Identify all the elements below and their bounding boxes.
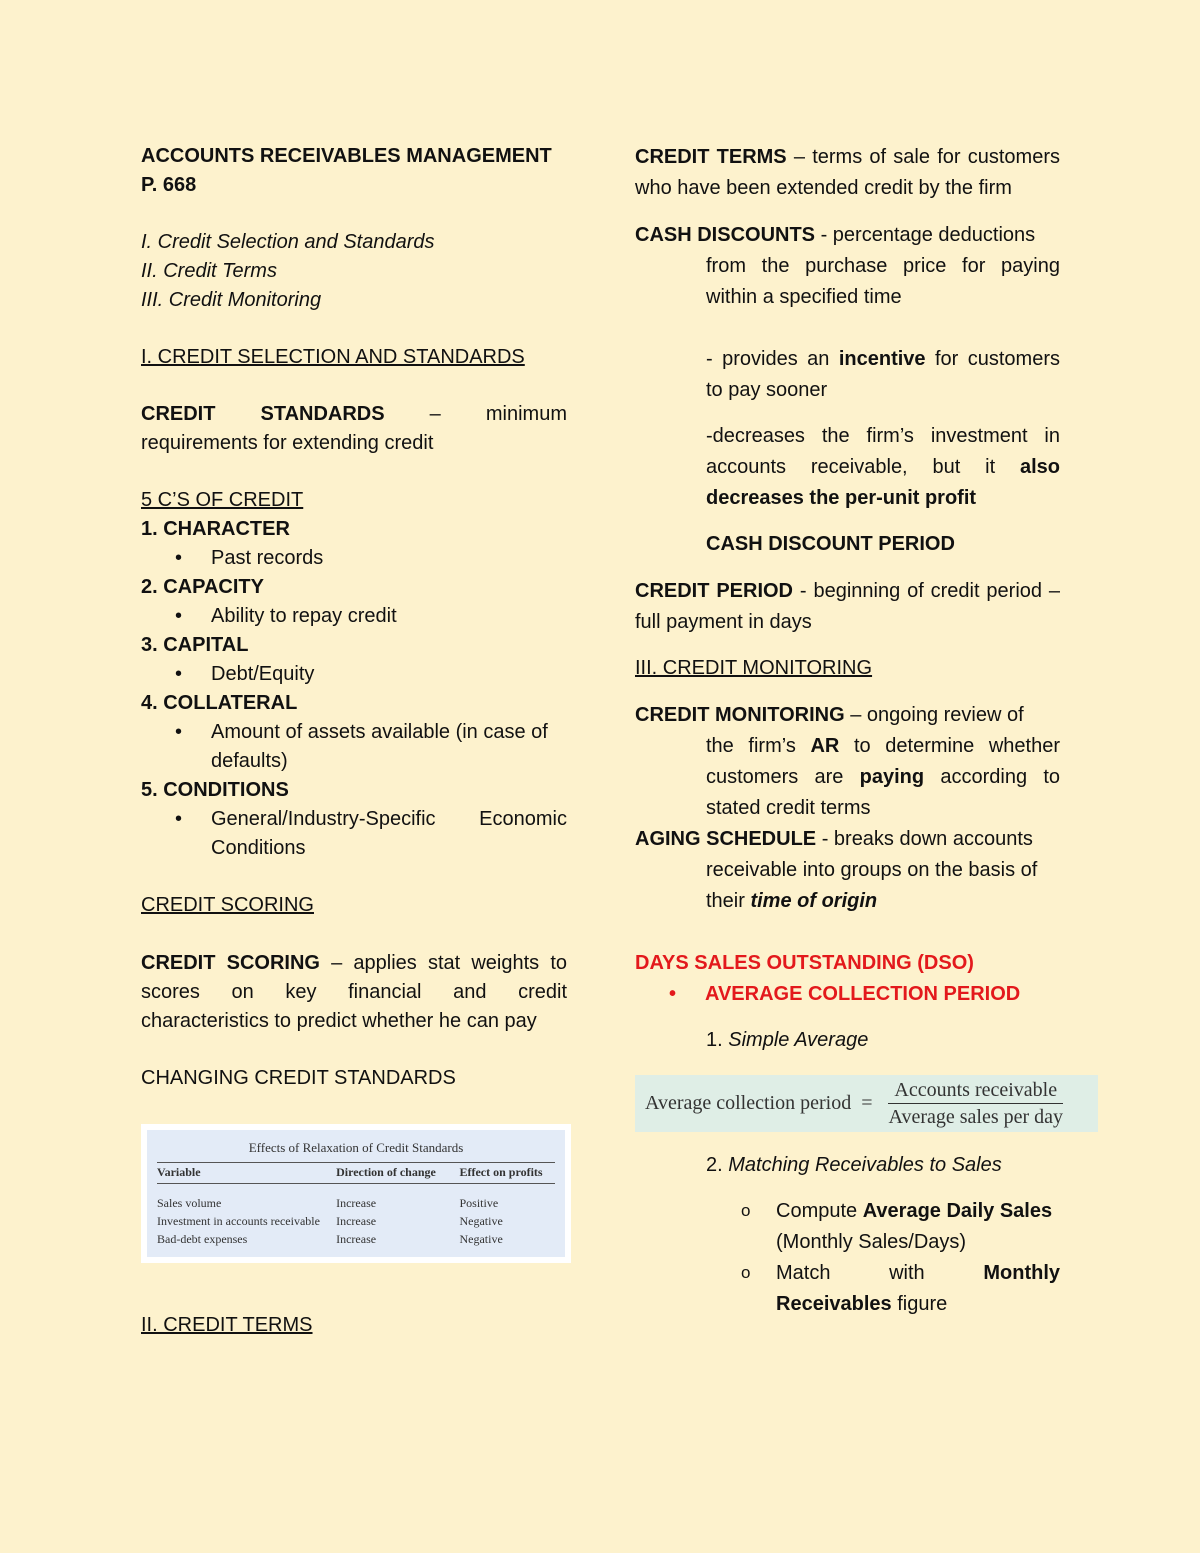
method-label: Simple Average (728, 1029, 869, 1051)
c-label-collateral: 4. COLLATERAL (141, 692, 298, 714)
c-label-conditions: 5. CONDITIONS (141, 779, 289, 801)
table-cell: Increase (336, 1214, 377, 1228)
table-cell: Bad-debt expenses (157, 1232, 248, 1246)
term-credit-terms: CREDIT TERMS (635, 146, 787, 168)
step-text: Match with (776, 1262, 984, 1284)
credit-monitoring-definition (635, 700, 1060, 824)
term-credit-scoring: CREDIT SCORING (141, 952, 320, 974)
right-column-lower (635, 1150, 1060, 1320)
table-row (157, 1230, 555, 1248)
right-column (635, 142, 1060, 1056)
formula-denominator: Average sales per day (888, 1105, 1064, 1128)
acp-bullet: • AVERAGE COLLECTION PERIOD (635, 979, 1060, 1010)
term-cash-discounts: CASH DISCOUNTS (635, 224, 816, 246)
note-emphasis: incentive (838, 348, 926, 370)
note-emphasis: also decreases the per-unit profit (706, 456, 1060, 509)
aging-schedule-definition (635, 824, 1060, 917)
formula-lhs: Average collection period (645, 1092, 852, 1114)
effects-table (157, 1162, 555, 1248)
method-number: 2. (706, 1154, 723, 1176)
definition-emphasis: AR (810, 735, 840, 757)
definition-continued (635, 855, 1060, 917)
credit-terms-definition (635, 142, 1060, 204)
table-row (157, 1212, 555, 1230)
definition-emphasis: paying (859, 766, 925, 788)
credit-period-definition (635, 576, 1060, 638)
formula-equals: = (861, 1092, 873, 1114)
step-emphasis: Monthly Receivables (776, 1262, 1060, 1315)
dso-heading: DAYS SALES OUTSTANDING (DSO) (635, 952, 974, 974)
table-cell: Increase (336, 1196, 377, 1210)
definition-text: – applies stat weights to scores on key financial and credit characteristics to predict whether he can pay (141, 952, 567, 1032)
note-text: for customers to pay sooner (706, 348, 1060, 401)
definition-text: – ongoing review of (850, 704, 1024, 726)
table-row (157, 1194, 555, 1212)
term-aging-schedule: AGING SCHEDULE (635, 828, 817, 850)
term-credit-monitoring: CREDIT MONITORING (635, 704, 845, 726)
formula-numerator: Accounts receivable (888, 1079, 1063, 1104)
credit-scoring-heading: CREDIT SCORING (141, 894, 314, 916)
table-header: Direction of change (336, 1163, 459, 1184)
definition-continued: from the purchase price for paying within a specified time (706, 255, 1060, 308)
cash-discount-decrease-note (635, 421, 1060, 514)
step-text: (Monthly Sales/Days) (776, 1231, 967, 1253)
table-cell: Sales volume (157, 1196, 222, 1210)
c-detail-capacity: • Ability to repay credit (141, 602, 567, 631)
toc-item: III. Credit Monitoring (141, 289, 322, 311)
table-header: Variable (157, 1163, 336, 1184)
step-text: Compute (776, 1200, 863, 1222)
table-of-contents (141, 228, 567, 315)
definition-text: according to stated credit terms (706, 766, 1061, 819)
definition-text: - beginning of credit period – full payment in days (635, 580, 1061, 633)
definition-text: – minimum requirements for extending credit (141, 403, 567, 454)
c-detail-character: • Past records (141, 544, 567, 573)
step-emphasis: Average Daily Sales (862, 1200, 1053, 1222)
table-header: Effect on profits (459, 1163, 555, 1184)
method-number: 1. (706, 1029, 723, 1051)
section-heading-credit-monitoring: III. CREDIT MONITORING (635, 657, 873, 679)
five-cs-heading: 5 C’S OF CREDIT (141, 489, 304, 511)
note-text: -decreases the firm’s investment in accounts receivable, but it (706, 425, 1060, 478)
step-text: figure (891, 1293, 948, 1315)
definition-continued (635, 731, 1060, 824)
section-heading-credit-selection: I. CREDIT SELECTION AND STANDARDS (141, 346, 525, 368)
sub-step-compute (635, 1196, 1060, 1258)
definition-text: to determine whether customers are (706, 735, 1061, 788)
credit-scoring-definition (141, 949, 567, 1036)
definition-emphasis: time of origin (750, 890, 878, 912)
c-label-capacity: 2. CAPACITY (141, 576, 264, 598)
note-text: - provides an (706, 348, 839, 370)
left-column (141, 142, 567, 1093)
c-label-character: 1. CHARACTER (141, 518, 290, 540)
sub-step-match (635, 1258, 1060, 1320)
definition-text: – terms of sale for customers who have been extended credit by the firm (635, 146, 1060, 199)
toc-item: I. Credit Selection and Standards (141, 231, 435, 253)
method-simple-average (635, 1025, 1060, 1056)
c-detail-capital: • Debt/Equity (141, 660, 567, 689)
table-cell: Investment in accounts receivable (157, 1214, 320, 1228)
definition-text: the firm’s (706, 735, 811, 757)
effects-table-figure (141, 1124, 571, 1263)
cash-discount-incentive-note (635, 344, 1060, 406)
credit-standards-definition (141, 400, 567, 458)
average-collection-period-formula (635, 1075, 1098, 1132)
definition-text: - percentage deductions (820, 224, 1036, 246)
definition-text: - breaks down accounts (821, 828, 1033, 850)
term-credit-standards: CREDIT STANDARDS (141, 403, 385, 425)
table-cell: Negative (459, 1232, 503, 1246)
table-cell: Increase (336, 1232, 377, 1246)
method-matching (635, 1150, 1060, 1181)
table-title: Effects of Relaxation of Credit Standards (248, 1140, 464, 1155)
table-cell: Positive (459, 1196, 499, 1210)
toc-item: II. Credit Terms (141, 260, 277, 282)
document-title: ACCOUNTS RECEIVABLES MANAGEMENT P. 668 (141, 145, 552, 196)
table-cell: Negative (459, 1214, 503, 1228)
c-detail-conditions: • General/Industry-Specific Economic Conditions (141, 805, 567, 863)
cash-discounts-definition (635, 220, 1060, 313)
method-label: Matching Receivables to Sales (728, 1154, 1002, 1176)
c-detail-collateral: • Amount of assets available (in case of defaults) (141, 718, 567, 776)
section-heading-credit-terms: II. CREDIT TERMS (141, 1314, 313, 1336)
changing-credit-standards-heading: CHANGING CREDIT STANDARDS (141, 1067, 456, 1089)
cash-discount-period: CASH DISCOUNT PERIOD (706, 533, 955, 555)
definition-text: receivable into groups on the basis of their (706, 859, 1038, 912)
formula-fraction (882, 1079, 1069, 1129)
c-label-capital: 3. CAPITAL (141, 634, 249, 656)
term-credit-period: CREDIT PERIOD (635, 580, 794, 602)
